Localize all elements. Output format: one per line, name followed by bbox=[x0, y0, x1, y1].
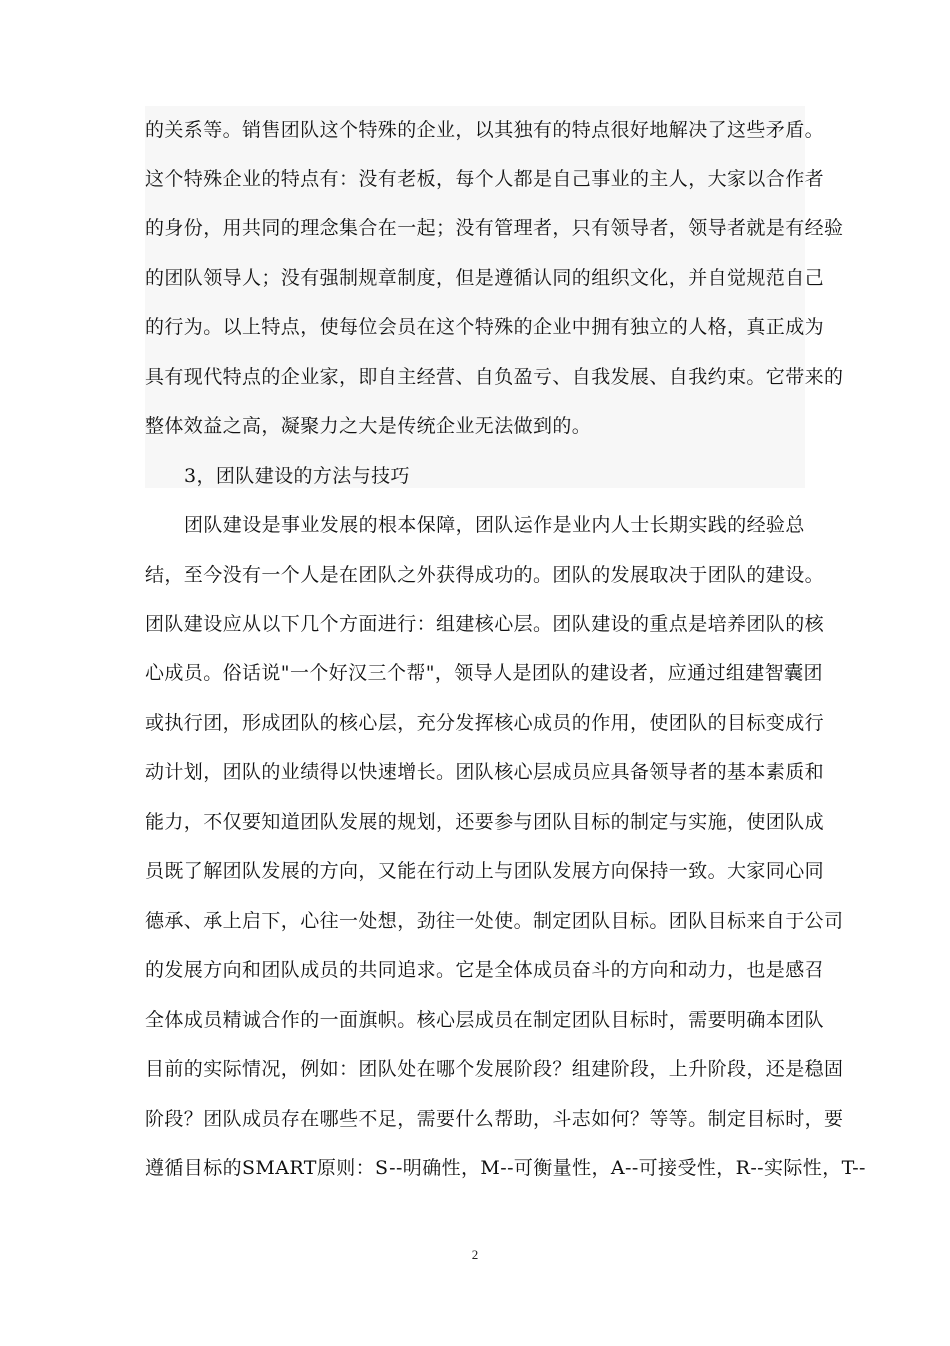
text-line: 能力，不仅要知道团队发展的规划，还要参与团队目标的制定与实施，使团队成 bbox=[145, 811, 825, 833]
text-line: 心成员。俗话说"一个好汉三个帮"，领导人是团队的建设者，应通过组建智囊团 bbox=[145, 662, 823, 684]
text-line: 遵循目标的SMART原则：S--明确性，M--可衡量性，A--可接受性，R--实际性，T-- bbox=[145, 1157, 866, 1179]
text-line: 动计划，团队的业绩得以快速增长。团队核心层成员应具备领导者的基本素质和 bbox=[145, 761, 825, 783]
text-line: 目前的实际情况，例如：团队处在哪个发展阶段？组建阶段，上升阶段，还是稳固 bbox=[145, 1058, 844, 1080]
text-line: 的发展方向和团队成员的共同追求。它是全体成员奋斗的方向和动力，也是感召 bbox=[145, 959, 825, 981]
text-line: 团队建设是事业发展的根本保障，团队运作是业内人士长期实践的经验总 bbox=[184, 514, 805, 536]
text-line: 的关系等。销售团队这个特殊的企业，以其独有的特点很好地解决了这些矛盾。 bbox=[145, 119, 825, 141]
text-line: 或执行团，形成团队的核心层，充分发挥核心成员的作用，使团队的目标变成行 bbox=[145, 712, 825, 734]
text-line: 德承、承上启下，心往一处想，劲往一处使。制定团队目标。团队目标来自于公司 bbox=[145, 910, 844, 932]
text-line: 员既了解团队发展的方向，又能在行动上与团队发展方向保持一致。大家同心同 bbox=[145, 860, 825, 882]
page-number: 2 bbox=[471, 1247, 479, 1262]
text-line: 这个特殊企业的特点有：没有老板，每个人都是自己事业的主人，大家以合作者 bbox=[145, 168, 825, 190]
text-line: 团队建设应从以下几个方面进行：组建核心层。团队建设的重点是培养团队的核 bbox=[145, 613, 825, 635]
text-line: 阶段？团队成员存在哪些不足，需要什么帮助，斗志如何？等等。制定目标时，要 bbox=[145, 1108, 844, 1130]
section-heading: 3，团队建设的方法与技巧 bbox=[184, 465, 410, 487]
text-line: 的团队领导人；没有强制规章制度，但是遵循认同的组织文化，并自觉规范自己 bbox=[145, 267, 825, 289]
text-line: 具有现代特点的企业家，即自主经营、自负盈亏、自我发展、自我约束。它带来的 bbox=[145, 366, 844, 388]
text-line: 结，至今没有一个人是在团队之外获得成功的。团队的发展取决于团队的建设。 bbox=[145, 564, 825, 586]
text-line: 的行为。以上特点，使每位会员在这个特殊的企业中拥有独立的人格，真正成为 bbox=[145, 316, 825, 338]
text-line: 全体成员精诚合作的一面旗帜。核心层成员在制定团队目标时，需要明确本团队 bbox=[145, 1009, 825, 1031]
text-line: 整体效益之高，凝聚力之大是传统企业无法做到的。 bbox=[145, 415, 592, 437]
text-line: 的身份，用共同的理念集合在一起；没有管理者，只有领导者，领导者就是有经验 bbox=[145, 217, 844, 239]
